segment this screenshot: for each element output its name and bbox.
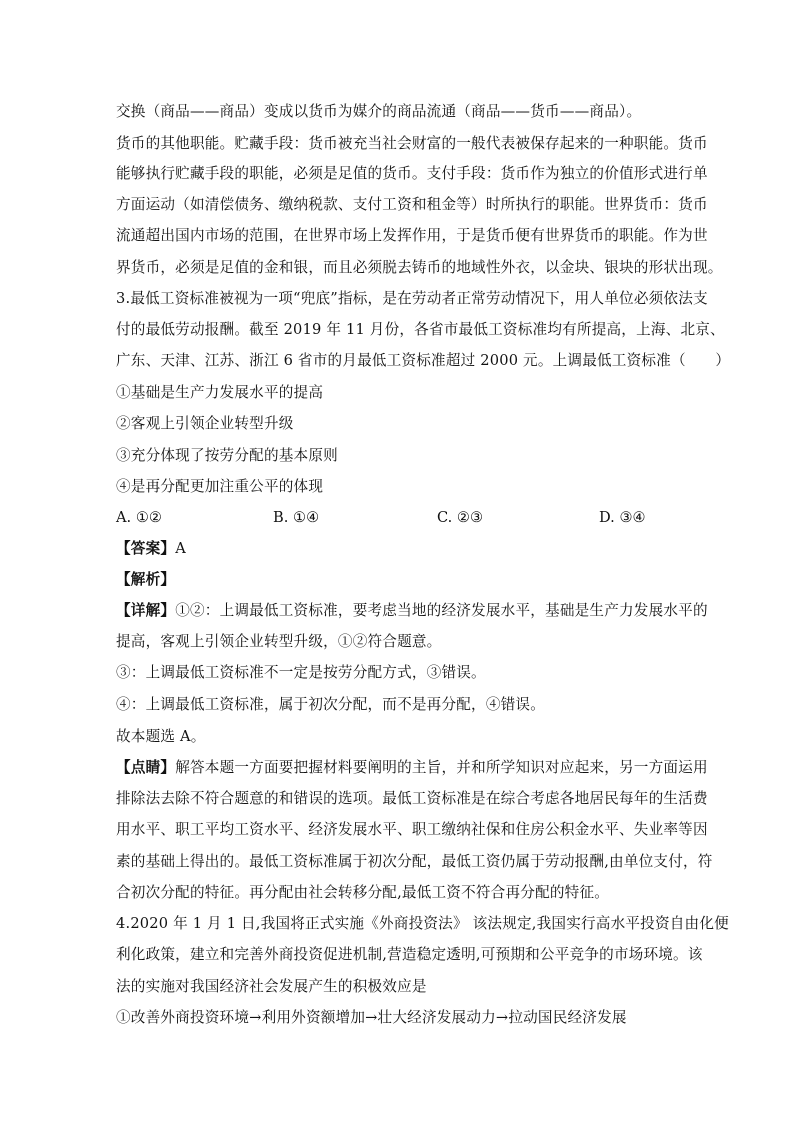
- tip-tag: 【点睛】: [116, 759, 176, 776]
- text-line: 交换（商品——商品）变成以货币为媒介的商品流通（商品——货币——商品）。: [116, 103, 642, 120]
- tip-line: [116, 758, 708, 778]
- statement-4: ④是再分配更加注重公平的体现: [116, 478, 324, 495]
- detail-line: ③：上调最低工资标准不一定是按劳分配方式，③错误。: [116, 664, 486, 681]
- question-4-statement-1: ①改善外商投资环境→利用外资额增加→壮大经济发展动力→拉动国民经济发展: [116, 1009, 627, 1026]
- detail-line: ④：上调最低工资标准，属于初次分配，而不是再分配，④错误。: [116, 696, 546, 713]
- statement-2: ②客观上引领企业转型升级: [116, 415, 294, 432]
- question-3-stem: 广东、天津、江苏、浙江 6 省市的月最低工资标准超过 2000 元。上调最低工资标准（ ）: [116, 352, 731, 369]
- detail-text: ①②：上调最低工资标准，要考虑当地的经济发展水平，基础是生产力发展水平的: [175, 602, 708, 619]
- tip-line: 排除法去除不符合题意的和错误的选项。最低工资标准是在综合考虑各地居民每年的生活费: [116, 790, 708, 807]
- option-c: C. ②③: [437, 509, 484, 526]
- question-3-stem: 付的最低劳动报酬。截至 2019 年 11 月份，各省市最低工资标准均有所提高，上海、北京、: [116, 321, 725, 338]
- text-line: 流通超出国内市场的范围，在世界市场上发挥作用，于是货币便有世界货币的职能。作为世: [116, 227, 708, 244]
- text-line: 方面运动（如清偿债务、缴纳税款、支付工资和租金等）时所执行的职能。世界货币：货币: [116, 196, 708, 213]
- option-a: A. ①②: [116, 509, 162, 526]
- statement-3: ③充分体现了按劳分配的基本原则: [116, 447, 338, 464]
- detail-line: [116, 601, 708, 621]
- analysis-tag: 【解析】: [116, 571, 176, 588]
- answer-value: A: [175, 540, 186, 557]
- option-d: D. ③④: [599, 509, 646, 526]
- analysis-line: [116, 570, 175, 590]
- question-3-stem: 3.最低工资标准被视为一项“兜底”指标，是在劳动者正常劳动情况下，用人单位必须依法支: [116, 290, 708, 307]
- answer-tag: 【答案】: [116, 540, 176, 557]
- text-line: 能够执行贮藏手段的职能，必须是足值的货币。支付手段：货币作为独立的价值形式进行单: [116, 165, 708, 182]
- detail-line: 提高，客观上引领企业转型升级，①②符合题意。: [116, 633, 442, 650]
- text-line: 货币的其他职能。贮藏手段：货币被充当社会财富的一般代表被保存起来的一种职能。货币: [116, 135, 708, 152]
- tip-line: 素的基础上得出的。最低工资标准属于初次分配，最低工资仍属于劳动报酬,由单位支付，符: [116, 853, 713, 870]
- detail-line: 故本题选 A。: [116, 728, 206, 745]
- answer-line: [116, 539, 186, 559]
- question-4-stem: 4.2020 年 1 月 1 日,我国将正式实施《外商投资法》 该法规定,我国实行高水平投资自由化便: [116, 915, 729, 932]
- text-line: 界货币，必须是足值的金和银，而且必须脱去铸币的地域性外衣，以金块、银块的形状出现。: [116, 259, 723, 276]
- question-4-stem: 利化政策，建立和完善外商投资促进机制,营造稳定透明,可预期和公平竞争的市场环境。该: [116, 946, 703, 963]
- tip-line: 用水平、职工平均工资水平、经济发展水平、职工缴纳社保和住房公积金水平、失业率等因: [116, 821, 708, 838]
- detail-tag: 【详解】: [116, 602, 176, 619]
- tip-text: 解答本题一方面要把握材料要阐明的主旨，并和所学知识对应起来，另一方面运用: [175, 759, 708, 776]
- option-b: B. ①④: [273, 509, 320, 526]
- statement-1: ①基础是生产力发展水平的提高: [116, 384, 324, 401]
- question-4-stem: 法的实施对我国经济社会发展产生的积极效应是: [116, 978, 427, 995]
- tip-line: 合初次分配的特征。再分配由社会转移分配,最低工资不符合再分配的特征。: [116, 884, 610, 901]
